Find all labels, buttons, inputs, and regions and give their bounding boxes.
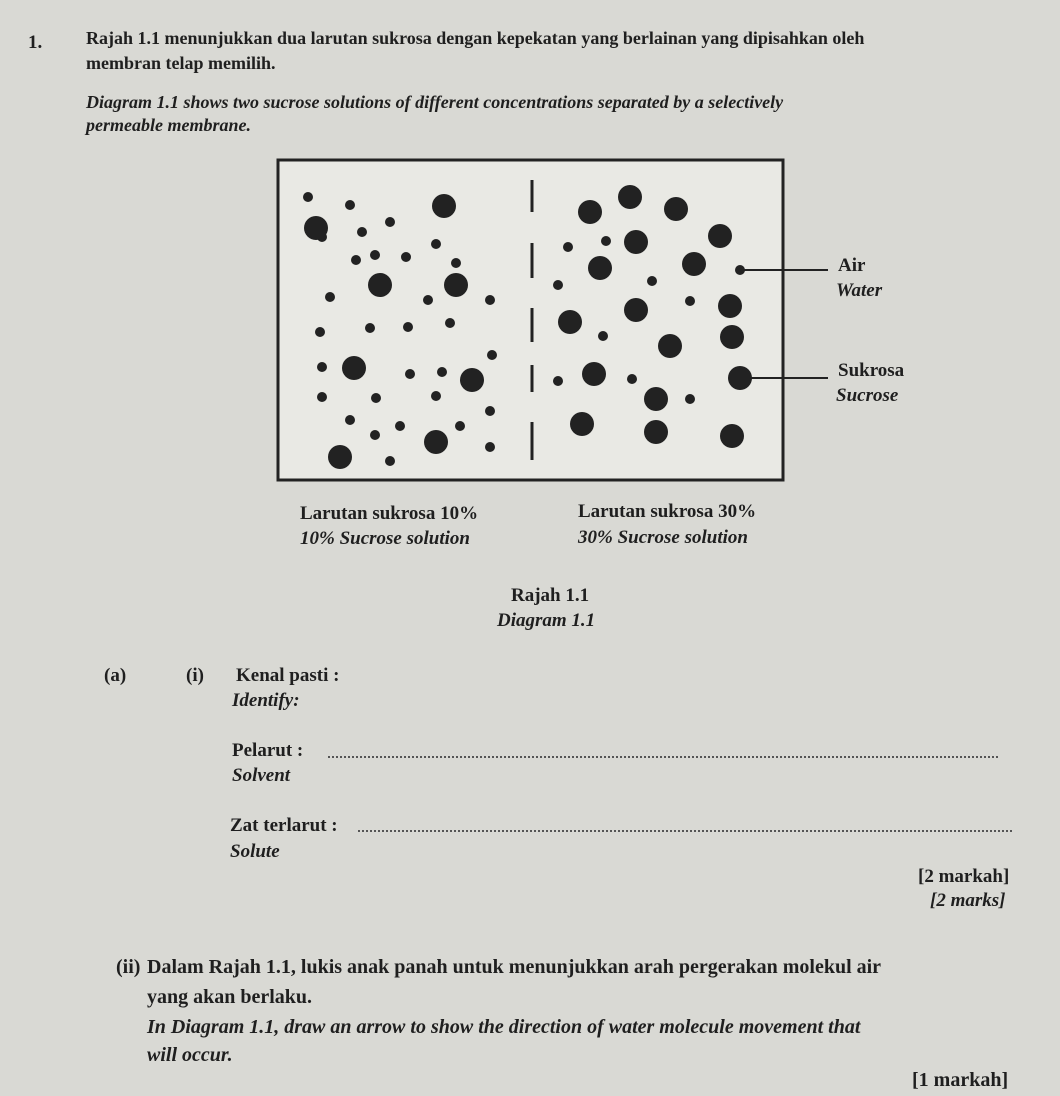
water-molecule: [553, 376, 563, 386]
water-molecule: [437, 367, 447, 377]
solute-label-en: Solute: [230, 841, 280, 862]
sucrose-molecule: [328, 445, 352, 469]
water-molecule: [685, 296, 695, 306]
water-molecule: [485, 295, 495, 305]
sucrose-molecule: [644, 387, 668, 411]
sucrose-molecule: [424, 430, 448, 454]
sucrose-molecule: [708, 224, 732, 248]
water-molecule: [303, 192, 313, 202]
sucrose-molecule: [444, 273, 468, 297]
sucrose-molecule: [432, 194, 456, 218]
question-malay-line2: membran telap memilih.: [86, 53, 276, 73]
sucrose-molecule: [658, 334, 682, 358]
water-label-ms: Air: [838, 255, 866, 276]
water-label-en: Water: [836, 280, 883, 301]
right-solution-label-ms: Larutan sukrosa 30%: [578, 501, 757, 522]
solvent-label-en: Solvent: [232, 765, 291, 786]
part-a-label: (a): [104, 665, 127, 686]
question-english-line2: permeable membrane.: [86, 115, 251, 135]
water-molecule: [345, 200, 355, 210]
sucrose-molecule: [618, 185, 642, 209]
water-molecule: [685, 394, 695, 404]
part-a-ii-label: (ii): [116, 956, 141, 978]
water-molecule: [401, 252, 411, 262]
water-molecule: [485, 406, 495, 416]
water-molecule: [431, 239, 441, 249]
water-molecule: [601, 236, 611, 246]
water-molecule: [405, 369, 415, 379]
sucrose-diagram: [0, 0, 1060, 500]
sucrose-molecule: [624, 230, 648, 254]
part-a-ii-english-line2: will occur.: [147, 1044, 233, 1066]
water-molecule: [445, 318, 455, 328]
diagram-caption-ms: Rajah 1.1: [511, 585, 590, 606]
water-molecule: [627, 374, 637, 384]
sucrose-label-ms: Sukrosa: [838, 360, 905, 381]
diagram-caption-en: Diagram 1.1: [497, 610, 596, 631]
water-molecule: [403, 322, 413, 332]
water-molecule: [563, 242, 573, 252]
solvent-answer-line[interactable]: [328, 756, 998, 758]
identify-instruction-ms: Kenal pasti :: [236, 665, 340, 686]
part-a-i-label: (i): [186, 665, 204, 686]
water-molecule: [431, 391, 441, 401]
sucrose-molecule: [644, 420, 668, 444]
left-solution-label-ms: Larutan sukrosa 10%: [300, 503, 479, 524]
water-molecule: [371, 393, 381, 403]
water-molecule: [317, 362, 327, 372]
water-molecule: [370, 250, 380, 260]
solute-label-ms: Zat terlarut :: [230, 815, 338, 836]
right-solution-label-en: 30% Sucrose solution: [578, 527, 748, 548]
part-a-i-marks-en: [2 marks]: [930, 890, 1006, 911]
water-molecule: [395, 421, 405, 431]
sucrose-molecule: [304, 216, 328, 240]
water-molecule: [370, 430, 380, 440]
part-a-ii-marks-ms: [1 markah]: [912, 1069, 1009, 1091]
question-number: 1.: [28, 32, 43, 53]
water-molecule: [315, 327, 325, 337]
water-molecule: [345, 415, 355, 425]
water-molecule: [485, 442, 495, 452]
sucrose-molecule: [624, 298, 648, 322]
sucrose-label-en: Sucrose: [836, 385, 899, 406]
water-molecule: [487, 350, 497, 360]
part-a-ii-english-line1: In Diagram 1.1, draw an arrow to show the direction of water molecule movement that: [147, 1016, 861, 1038]
left-solution-label-en: 10% Sucrose solution: [300, 528, 470, 549]
water-molecule: [455, 421, 465, 431]
water-molecule: [451, 258, 461, 268]
sucrose-molecule: [718, 294, 742, 318]
part-a-ii-malay-line2: yang akan berlaku.: [147, 986, 313, 1008]
water-molecule: [423, 295, 433, 305]
water-molecule: [351, 255, 361, 265]
water-molecule: [357, 227, 367, 237]
sucrose-molecule: [558, 310, 582, 334]
sucrose-molecule: [682, 252, 706, 276]
sucrose-molecule: [460, 368, 484, 392]
part-a-ii-malay-line1: Dalam Rajah 1.1, lukis anak panah untuk menunjukkan arah pergerakan molekul air: [147, 956, 882, 978]
question-malay-line1: Rajah 1.1 menunjukkan dua larutan sukrosa dengan kepekatan yang berlainan yang dipisahkan oleh: [86, 28, 865, 48]
water-molecule: [553, 280, 563, 290]
sucrose-molecule: [582, 362, 606, 386]
sucrose-molecule: [720, 424, 744, 448]
water-molecule: [317, 392, 327, 402]
sucrose-molecule: [588, 256, 612, 280]
water-molecule: [365, 323, 375, 333]
sucrose-molecule: [368, 273, 392, 297]
water-molecule: [325, 292, 335, 302]
water-molecule: [647, 276, 657, 286]
solute-answer-line[interactable]: [358, 830, 1012, 832]
water-molecule: [385, 456, 395, 466]
sucrose-molecule: [578, 200, 602, 224]
part-a-i-marks-ms: [2 markah]: [918, 866, 1010, 887]
water-molecule: [385, 217, 395, 227]
solvent-label-ms: Pelarut :: [232, 740, 304, 761]
question-english-line1: Diagram 1.1 shows two sucrose solutions of different concentrations separated by a selectively: [86, 92, 784, 112]
identify-instruction-en: Identify:: [232, 690, 300, 711]
sucrose-molecule: [720, 325, 744, 349]
sucrose-molecule: [342, 356, 366, 380]
sucrose-molecule: [664, 197, 688, 221]
water-molecule: [598, 331, 608, 341]
sucrose-molecule: [570, 412, 594, 436]
